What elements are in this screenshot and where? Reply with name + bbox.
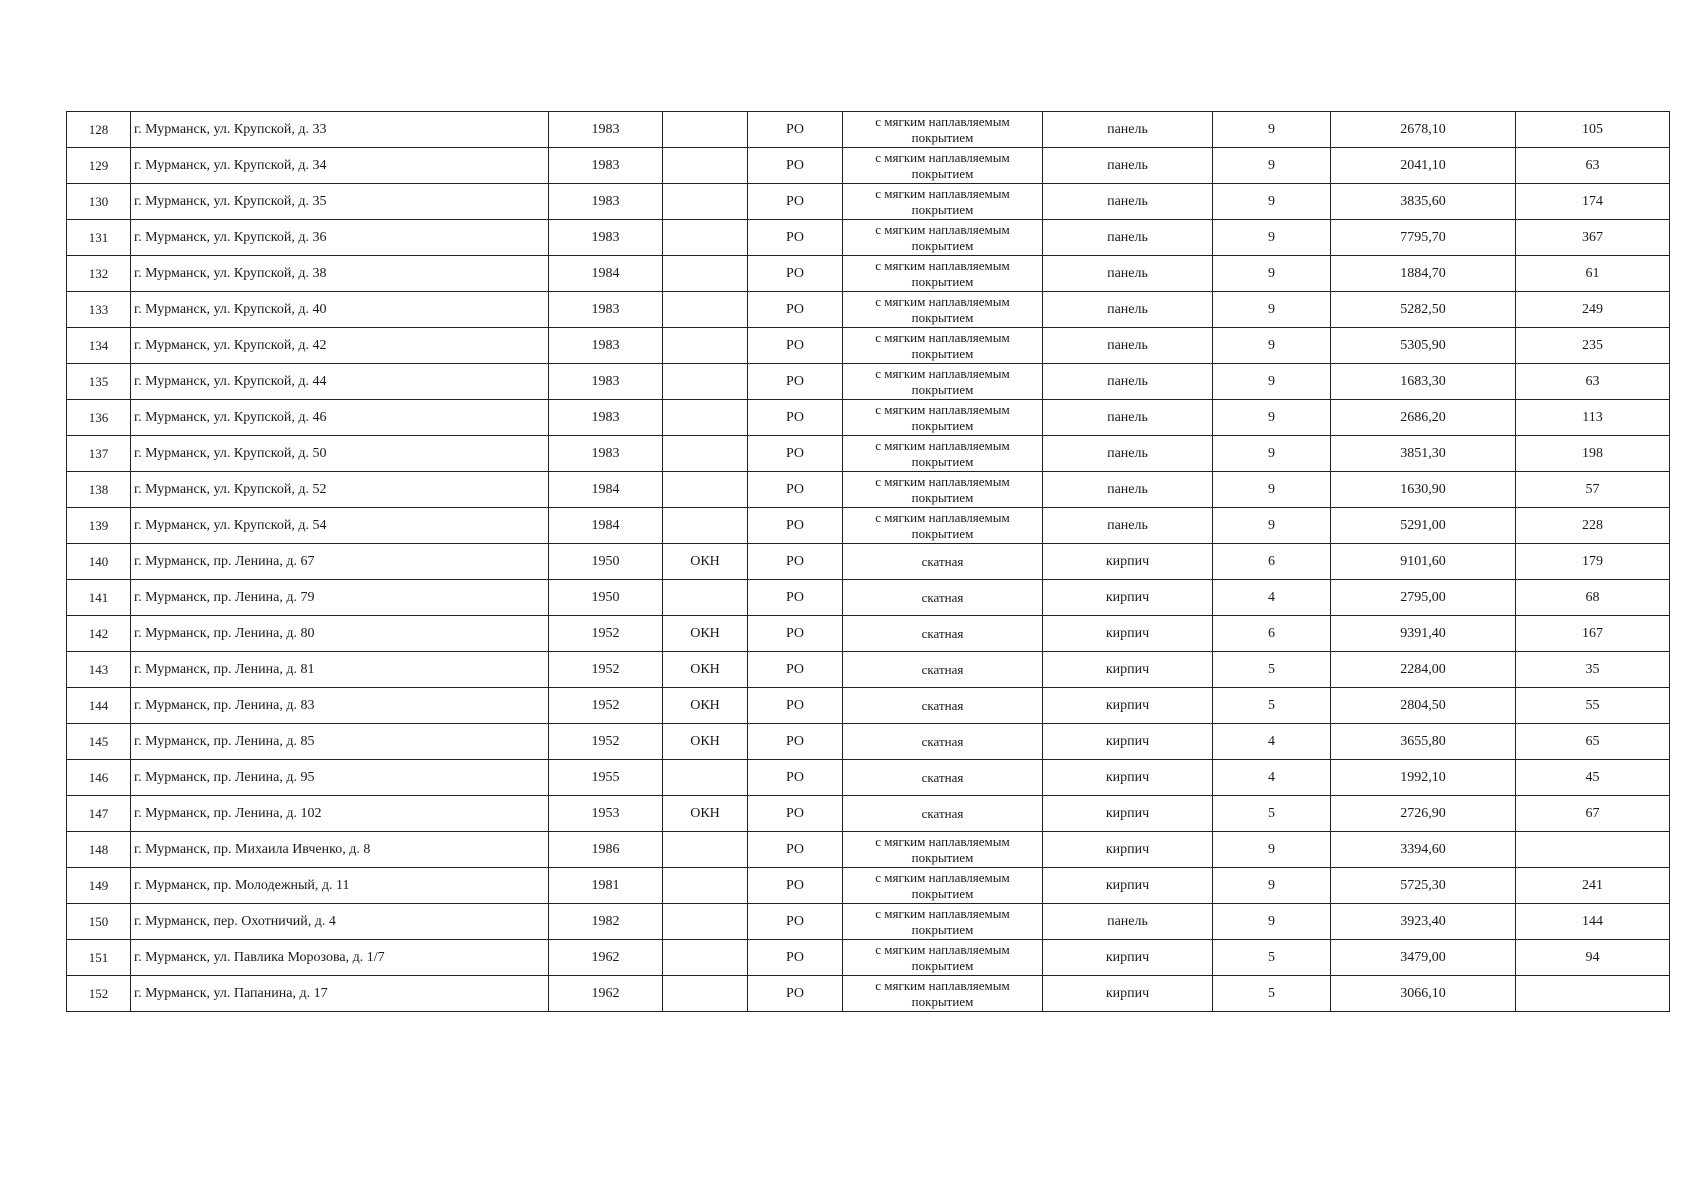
row-number-cell: 150 bbox=[67, 904, 131, 940]
program-cell: РО bbox=[748, 256, 843, 292]
residents-cell: 63 bbox=[1516, 148, 1670, 184]
wall-material-cell: кирпич bbox=[1043, 868, 1213, 904]
address-cell: г. Мурманск, пр. Ленина, д. 67 bbox=[131, 544, 549, 580]
roof-type-cell: с мягким наплавляемым покрытием bbox=[843, 400, 1043, 436]
row-number-cell: 144 bbox=[67, 688, 131, 724]
heritage-status-cell bbox=[663, 328, 748, 364]
residents-cell: 68 bbox=[1516, 580, 1670, 616]
heritage-status-cell bbox=[663, 580, 748, 616]
heritage-status-cell: ОКН bbox=[663, 616, 748, 652]
row-number-cell: 147 bbox=[67, 796, 131, 832]
address-cell: г. Мурманск, ул. Крупской, д. 50 bbox=[131, 436, 549, 472]
year-cell: 1983 bbox=[549, 148, 663, 184]
table-row bbox=[67, 436, 1670, 472]
roof-type-cell: скатная bbox=[843, 760, 1043, 796]
heritage-status-cell: ОКН bbox=[663, 688, 748, 724]
floors-cell: 9 bbox=[1213, 148, 1331, 184]
wall-material-cell: панель bbox=[1043, 400, 1213, 436]
address-cell: г. Мурманск, пр. Ленина, д. 95 bbox=[131, 760, 549, 796]
year-cell: 1983 bbox=[549, 292, 663, 328]
year-cell: 1983 bbox=[549, 364, 663, 400]
program-cell: РО bbox=[748, 760, 843, 796]
roof-type-cell: с мягким наплавляемым покрытием bbox=[843, 184, 1043, 220]
floors-cell: 5 bbox=[1213, 796, 1331, 832]
year-cell: 1983 bbox=[549, 112, 663, 148]
wall-material-cell: кирпич bbox=[1043, 976, 1213, 1012]
roof-type-cell: с мягким наплавляемым покрытием bbox=[843, 148, 1043, 184]
program-cell: РО bbox=[748, 796, 843, 832]
roof-type-cell: с мягким наплавляемым покрытием bbox=[843, 436, 1043, 472]
year-cell: 1983 bbox=[549, 184, 663, 220]
roof-type-cell: с мягким наплавляемым покрытием bbox=[843, 832, 1043, 868]
heritage-status-cell: ОКН bbox=[663, 652, 748, 688]
area-cell: 9101,60 bbox=[1331, 544, 1516, 580]
address-cell: г. Мурманск, ул. Павлика Морозова, д. 1/7 bbox=[131, 940, 549, 976]
row-number-cell: 151 bbox=[67, 940, 131, 976]
heritage-status-cell bbox=[663, 868, 748, 904]
program-cell: РО bbox=[748, 328, 843, 364]
floors-cell: 9 bbox=[1213, 112, 1331, 148]
table-row bbox=[67, 832, 1670, 868]
roof-type-cell: скатная bbox=[843, 688, 1043, 724]
roof-type-cell: с мягким наплавляемым покрытием bbox=[843, 976, 1043, 1012]
address-cell: г. Мурманск, ул. Крупской, д. 40 bbox=[131, 292, 549, 328]
program-cell: РО bbox=[748, 616, 843, 652]
program-cell: РО bbox=[748, 688, 843, 724]
roof-type-cell: с мягким наплавляемым покрытием bbox=[843, 868, 1043, 904]
row-number-cell: 149 bbox=[67, 868, 131, 904]
program-cell: РО bbox=[748, 580, 843, 616]
year-cell: 1984 bbox=[549, 256, 663, 292]
area-cell: 2804,50 bbox=[1331, 688, 1516, 724]
floors-cell: 9 bbox=[1213, 364, 1331, 400]
table-row bbox=[67, 724, 1670, 760]
year-cell: 1962 bbox=[549, 940, 663, 976]
floors-cell: 6 bbox=[1213, 616, 1331, 652]
heritage-status-cell bbox=[663, 976, 748, 1012]
floors-cell: 4 bbox=[1213, 760, 1331, 796]
row-number-cell: 146 bbox=[67, 760, 131, 796]
residents-cell: 113 bbox=[1516, 400, 1670, 436]
row-number-cell: 130 bbox=[67, 184, 131, 220]
roof-type-cell: с мягким наплавляемым покрытием bbox=[843, 904, 1043, 940]
table-row bbox=[67, 472, 1670, 508]
floors-cell: 9 bbox=[1213, 184, 1331, 220]
residents-cell: 144 bbox=[1516, 904, 1670, 940]
area-cell: 1884,70 bbox=[1331, 256, 1516, 292]
wall-material-cell: панель bbox=[1043, 292, 1213, 328]
program-cell: РО bbox=[748, 220, 843, 256]
roof-type-cell: с мягким наплавляемым покрытием bbox=[843, 508, 1043, 544]
floors-cell: 9 bbox=[1213, 400, 1331, 436]
program-cell: РО bbox=[748, 148, 843, 184]
area-cell: 3835,60 bbox=[1331, 184, 1516, 220]
row-number-cell: 137 bbox=[67, 436, 131, 472]
wall-material-cell: панель bbox=[1043, 184, 1213, 220]
wall-material-cell: кирпич bbox=[1043, 760, 1213, 796]
year-cell: 1952 bbox=[549, 616, 663, 652]
wall-material-cell: кирпич bbox=[1043, 832, 1213, 868]
address-cell: г. Мурманск, пр. Ленина, д. 83 bbox=[131, 688, 549, 724]
address-cell: г. Мурманск, ул. Крупской, д. 42 bbox=[131, 328, 549, 364]
floors-cell: 5 bbox=[1213, 652, 1331, 688]
address-cell: г. Мурманск, пр. Ленина, д. 79 bbox=[131, 580, 549, 616]
heritage-status-cell bbox=[663, 364, 748, 400]
row-number-cell: 129 bbox=[67, 148, 131, 184]
floors-cell: 9 bbox=[1213, 436, 1331, 472]
year-cell: 1984 bbox=[549, 508, 663, 544]
roof-type-cell: с мягким наплавляемым покрытием bbox=[843, 112, 1043, 148]
roof-type-cell: скатная bbox=[843, 796, 1043, 832]
table-row bbox=[67, 652, 1670, 688]
table-row bbox=[67, 292, 1670, 328]
program-cell: РО bbox=[748, 364, 843, 400]
residents-cell: 241 bbox=[1516, 868, 1670, 904]
heritage-status-cell bbox=[663, 436, 748, 472]
year-cell: 1952 bbox=[549, 724, 663, 760]
year-cell: 1950 bbox=[549, 544, 663, 580]
area-cell: 3655,80 bbox=[1331, 724, 1516, 760]
area-cell: 2795,00 bbox=[1331, 580, 1516, 616]
residents-cell: 167 bbox=[1516, 616, 1670, 652]
wall-material-cell: панель bbox=[1043, 472, 1213, 508]
table-row bbox=[67, 580, 1670, 616]
area-cell: 1630,90 bbox=[1331, 472, 1516, 508]
heritage-status-cell bbox=[663, 256, 748, 292]
row-number-cell: 138 bbox=[67, 472, 131, 508]
roof-type-cell: с мягким наплавляемым покрытием bbox=[843, 292, 1043, 328]
area-cell: 2284,00 bbox=[1331, 652, 1516, 688]
area-cell: 5305,90 bbox=[1331, 328, 1516, 364]
row-number-cell: 133 bbox=[67, 292, 131, 328]
address-cell: г. Мурманск, ул. Крупской, д. 46 bbox=[131, 400, 549, 436]
row-number-cell: 152 bbox=[67, 976, 131, 1012]
address-cell: г. Мурманск, ул. Крупской, д. 34 bbox=[131, 148, 549, 184]
roof-type-cell: с мягким наплавляемым покрытием bbox=[843, 472, 1043, 508]
floors-cell: 9 bbox=[1213, 868, 1331, 904]
heritage-status-cell bbox=[663, 940, 748, 976]
floors-cell: 6 bbox=[1213, 544, 1331, 580]
residents-cell: 228 bbox=[1516, 508, 1670, 544]
table-row bbox=[67, 148, 1670, 184]
area-cell: 9391,40 bbox=[1331, 616, 1516, 652]
heritage-status-cell: ОКН bbox=[663, 796, 748, 832]
residents-cell: 35 bbox=[1516, 652, 1670, 688]
program-cell: РО bbox=[748, 472, 843, 508]
year-cell: 1981 bbox=[549, 868, 663, 904]
residents-cell: 198 bbox=[1516, 436, 1670, 472]
row-number-cell: 145 bbox=[67, 724, 131, 760]
floors-cell: 9 bbox=[1213, 256, 1331, 292]
heritage-status-cell bbox=[663, 112, 748, 148]
wall-material-cell: кирпич bbox=[1043, 724, 1213, 760]
area-cell: 5291,00 bbox=[1331, 508, 1516, 544]
roof-type-cell: скатная bbox=[843, 544, 1043, 580]
residents-cell: 57 bbox=[1516, 472, 1670, 508]
address-cell: г. Мурманск, ул. Крупской, д. 33 bbox=[131, 112, 549, 148]
heritage-status-cell: ОКН bbox=[663, 544, 748, 580]
program-cell: РО bbox=[748, 112, 843, 148]
program-cell: РО bbox=[748, 940, 843, 976]
wall-material-cell: панель bbox=[1043, 364, 1213, 400]
program-cell: РО bbox=[748, 436, 843, 472]
residents-cell: 67 bbox=[1516, 796, 1670, 832]
roof-type-cell: с мягким наплавляемым покрытием bbox=[843, 364, 1043, 400]
table-row bbox=[67, 544, 1670, 580]
heritage-status-cell bbox=[663, 832, 748, 868]
residents-cell: 249 bbox=[1516, 292, 1670, 328]
wall-material-cell: панель bbox=[1043, 220, 1213, 256]
table-row bbox=[67, 976, 1670, 1012]
area-cell: 3394,60 bbox=[1331, 832, 1516, 868]
year-cell: 1952 bbox=[549, 652, 663, 688]
address-cell: г. Мурманск, ул. Крупской, д. 54 bbox=[131, 508, 549, 544]
row-number-cell: 128 bbox=[67, 112, 131, 148]
heritage-status-cell bbox=[663, 472, 748, 508]
table-row bbox=[67, 400, 1670, 436]
heritage-status-cell bbox=[663, 760, 748, 796]
year-cell: 1983 bbox=[549, 436, 663, 472]
floors-cell: 9 bbox=[1213, 832, 1331, 868]
program-cell: РО bbox=[748, 400, 843, 436]
table-row bbox=[67, 508, 1670, 544]
area-cell: 2041,10 bbox=[1331, 148, 1516, 184]
year-cell: 1962 bbox=[549, 976, 663, 1012]
address-cell: г. Мурманск, ул. Крупской, д. 52 bbox=[131, 472, 549, 508]
row-number-cell: 135 bbox=[67, 364, 131, 400]
year-cell: 1950 bbox=[549, 580, 663, 616]
row-number-cell: 136 bbox=[67, 400, 131, 436]
residents-cell: 65 bbox=[1516, 724, 1670, 760]
row-number-cell: 131 bbox=[67, 220, 131, 256]
program-cell: РО bbox=[748, 904, 843, 940]
table-row bbox=[67, 796, 1670, 832]
residents-cell: 45 bbox=[1516, 760, 1670, 796]
wall-material-cell: панель bbox=[1043, 112, 1213, 148]
address-cell: г. Мурманск, пр. Ленина, д. 85 bbox=[131, 724, 549, 760]
roof-type-cell: с мягким наплавляемым покрытием bbox=[843, 940, 1043, 976]
housing-register-table bbox=[66, 111, 1670, 1012]
table-row bbox=[67, 220, 1670, 256]
area-cell: 2678,10 bbox=[1331, 112, 1516, 148]
address-cell: г. Мурманск, ул. Крупской, д. 38 bbox=[131, 256, 549, 292]
floors-cell: 4 bbox=[1213, 580, 1331, 616]
roof-type-cell: скатная bbox=[843, 652, 1043, 688]
wall-material-cell: панель bbox=[1043, 148, 1213, 184]
floors-cell: 4 bbox=[1213, 724, 1331, 760]
floors-cell: 9 bbox=[1213, 292, 1331, 328]
year-cell: 1955 bbox=[549, 760, 663, 796]
program-cell: РО bbox=[748, 652, 843, 688]
floors-cell: 9 bbox=[1213, 904, 1331, 940]
wall-material-cell: панель bbox=[1043, 508, 1213, 544]
row-number-cell: 142 bbox=[67, 616, 131, 652]
wall-material-cell: панель bbox=[1043, 256, 1213, 292]
address-cell: г. Мурманск, пер. Охотничий, д. 4 bbox=[131, 904, 549, 940]
heritage-status-cell bbox=[663, 292, 748, 328]
program-cell: РО bbox=[748, 832, 843, 868]
address-cell: г. Мурманск, ул. Крупской, д. 44 bbox=[131, 364, 549, 400]
address-cell: г. Мурманск, пр. Михаила Ивченко, д. 8 bbox=[131, 832, 549, 868]
area-cell: 1992,10 bbox=[1331, 760, 1516, 796]
year-cell: 1983 bbox=[549, 220, 663, 256]
year-cell: 1984 bbox=[549, 472, 663, 508]
wall-material-cell: кирпич bbox=[1043, 616, 1213, 652]
residents-cell: 63 bbox=[1516, 364, 1670, 400]
area-cell: 3479,00 bbox=[1331, 940, 1516, 976]
heritage-status-cell bbox=[663, 904, 748, 940]
floors-cell: 9 bbox=[1213, 220, 1331, 256]
address-cell: г. Мурманск, ул. Крупской, д. 36 bbox=[131, 220, 549, 256]
heritage-status-cell bbox=[663, 184, 748, 220]
table-row bbox=[67, 868, 1670, 904]
wall-material-cell: панель bbox=[1043, 436, 1213, 472]
row-number-cell: 134 bbox=[67, 328, 131, 364]
residents-cell: 55 bbox=[1516, 688, 1670, 724]
wall-material-cell: кирпич bbox=[1043, 544, 1213, 580]
table-row bbox=[67, 688, 1670, 724]
area-cell: 3066,10 bbox=[1331, 976, 1516, 1012]
address-cell: г. Мурманск, пр. Ленина, д. 81 bbox=[131, 652, 549, 688]
address-cell: г. Мурманск, пр. Ленина, д. 102 bbox=[131, 796, 549, 832]
row-number-cell: 141 bbox=[67, 580, 131, 616]
row-number-cell: 148 bbox=[67, 832, 131, 868]
wall-material-cell: кирпич bbox=[1043, 940, 1213, 976]
table-body bbox=[67, 112, 1670, 1012]
area-cell: 1683,30 bbox=[1331, 364, 1516, 400]
year-cell: 1953 bbox=[549, 796, 663, 832]
year-cell: 1952 bbox=[549, 688, 663, 724]
area-cell: 3923,40 bbox=[1331, 904, 1516, 940]
roof-type-cell: скатная bbox=[843, 724, 1043, 760]
year-cell: 1986 bbox=[549, 832, 663, 868]
area-cell: 7795,70 bbox=[1331, 220, 1516, 256]
residents-cell: 94 bbox=[1516, 940, 1670, 976]
floors-cell: 9 bbox=[1213, 328, 1331, 364]
roof-type-cell: скатная bbox=[843, 616, 1043, 652]
residents-cell: 179 bbox=[1516, 544, 1670, 580]
table-row bbox=[67, 112, 1670, 148]
table-row bbox=[67, 616, 1670, 652]
program-cell: РО bbox=[748, 544, 843, 580]
residents-cell: 174 bbox=[1516, 184, 1670, 220]
floors-cell: 5 bbox=[1213, 976, 1331, 1012]
floors-cell: 9 bbox=[1213, 472, 1331, 508]
program-cell: РО bbox=[748, 976, 843, 1012]
residents-cell bbox=[1516, 976, 1670, 1012]
table-row bbox=[67, 760, 1670, 796]
heritage-status-cell bbox=[663, 148, 748, 184]
program-cell: РО bbox=[748, 292, 843, 328]
table-row bbox=[67, 940, 1670, 976]
row-number-cell: 140 bbox=[67, 544, 131, 580]
area-cell: 3851,30 bbox=[1331, 436, 1516, 472]
residents-cell: 235 bbox=[1516, 328, 1670, 364]
roof-type-cell: с мягким наплавляемым покрытием bbox=[843, 328, 1043, 364]
table-row bbox=[67, 328, 1670, 364]
wall-material-cell: кирпич bbox=[1043, 580, 1213, 616]
wall-material-cell: кирпич bbox=[1043, 652, 1213, 688]
area-cell: 2686,20 bbox=[1331, 400, 1516, 436]
year-cell: 1982 bbox=[549, 904, 663, 940]
year-cell: 1983 bbox=[549, 328, 663, 364]
heritage-status-cell bbox=[663, 220, 748, 256]
residents-cell bbox=[1516, 832, 1670, 868]
table-row bbox=[67, 256, 1670, 292]
address-cell: г. Мурманск, ул. Папанина, д. 17 bbox=[131, 976, 549, 1012]
row-number-cell: 139 bbox=[67, 508, 131, 544]
table-row bbox=[67, 184, 1670, 220]
year-cell: 1983 bbox=[549, 400, 663, 436]
program-cell: РО bbox=[748, 508, 843, 544]
address-cell: г. Мурманск, пр. Молодежный, д. 11 bbox=[131, 868, 549, 904]
area-cell: 5725,30 bbox=[1331, 868, 1516, 904]
heritage-status-cell bbox=[663, 400, 748, 436]
floors-cell: 9 bbox=[1213, 508, 1331, 544]
wall-material-cell: панель bbox=[1043, 904, 1213, 940]
row-number-cell: 143 bbox=[67, 652, 131, 688]
area-cell: 2726,90 bbox=[1331, 796, 1516, 832]
wall-material-cell: панель bbox=[1043, 328, 1213, 364]
floors-cell: 5 bbox=[1213, 940, 1331, 976]
floors-cell: 5 bbox=[1213, 688, 1331, 724]
program-cell: РО bbox=[748, 724, 843, 760]
address-cell: г. Мурманск, ул. Крупской, д. 35 bbox=[131, 184, 549, 220]
wall-material-cell: кирпич bbox=[1043, 796, 1213, 832]
residents-cell: 105 bbox=[1516, 112, 1670, 148]
heritage-status-cell: ОКН bbox=[663, 724, 748, 760]
area-cell: 5282,50 bbox=[1331, 292, 1516, 328]
table-row bbox=[67, 904, 1670, 940]
roof-type-cell: скатная bbox=[843, 580, 1043, 616]
table-row bbox=[67, 364, 1670, 400]
program-cell: РО bbox=[748, 184, 843, 220]
heritage-status-cell bbox=[663, 508, 748, 544]
wall-material-cell: кирпич bbox=[1043, 688, 1213, 724]
program-cell: РО bbox=[748, 868, 843, 904]
residents-cell: 61 bbox=[1516, 256, 1670, 292]
roof-type-cell: с мягким наплавляемым покрытием bbox=[843, 256, 1043, 292]
roof-type-cell: с мягким наплавляемым покрытием bbox=[843, 220, 1043, 256]
address-cell: г. Мурманск, пр. Ленина, д. 80 bbox=[131, 616, 549, 652]
row-number-cell: 132 bbox=[67, 256, 131, 292]
residents-cell: 367 bbox=[1516, 220, 1670, 256]
